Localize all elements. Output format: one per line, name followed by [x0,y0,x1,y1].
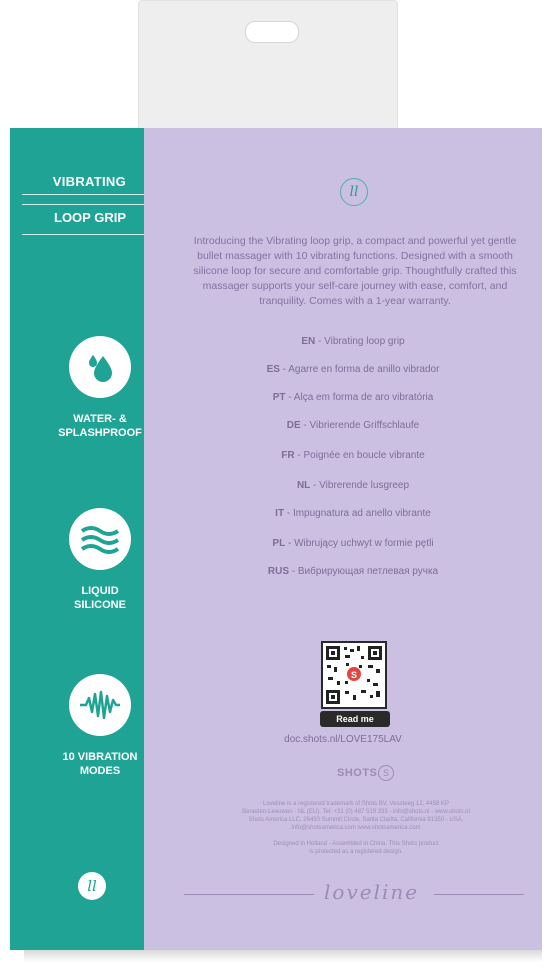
legal-text: Loveline is a registered trademark of Shots BV, Vessteeg 12, 4458 KP [263,801,449,807]
loveline-signature: loveline [324,880,420,904]
legal-text: info@shotsamerica.com www.shotsamerica.com [291,825,421,831]
translation-rus: RUS - Вибрирующая петлевая ручка [267,566,439,577]
translation-nl: NL - Vibrerende lusgreep [296,480,410,491]
feature-label: SILICONE [74,599,126,611]
box-shadow [24,950,542,962]
feature-label: LIQUID [81,585,119,597]
hang-hole [245,21,299,43]
shots-s-icon: S [378,765,394,781]
front-panel [144,128,542,950]
waves-icon [69,508,131,570]
vibration-wave-icon [69,674,131,736]
translation-en: EN - Vibrating loop grip [301,336,405,347]
signature-line [184,894,314,895]
feature-vibration [50,674,150,778]
svg-text:S: S [350,670,358,680]
signature-line [434,894,524,895]
shots-logo: SHOTS [337,767,378,779]
divider [22,204,144,205]
side-panel [10,128,144,950]
feature-label: SPLASHPROOF [58,427,142,439]
water-drop-icon [69,336,131,398]
product-title-line2: LOOP GRIP [54,210,126,225]
product-description: Introducing the Vibrating loop grip, a compact and powerful yet gentle bullet massager with 10 vibrating functions. Designed with a smooth silicone loop for secure and comfortable grip. Thoughtfully crafted this massager supports your self-care journey with ease, comfort, and tranquility. Comes with a 1-year warranty. [193,235,517,307]
divider [22,234,144,235]
product-title-line1: VIBRATING [52,174,126,189]
feature-label: 10 VIBRATION [62,751,138,763]
translation-fr: FR - Poignée en boucle vibrante [281,450,425,461]
translation-it: IT - Impugnatura ad anello vibrante [275,508,431,519]
brand-logo-icon: ll [340,178,368,206]
translation-de: DE - Vibrierende Griffschlaufe [286,420,420,431]
feature-label: WATER- & [73,413,127,425]
translation-pt: PT - Alça em forma de aro vibratória [272,392,434,403]
feature-waterproof [50,336,150,440]
hang-tab [138,0,398,129]
qr-read-me-badge: Read me [320,711,390,727]
feature-label: MODES [79,765,121,777]
brand-logo-icon: ll [78,872,106,900]
qr-code[interactable] [321,641,387,709]
documentation-url[interactable]: doc.shots.nl/LOVE175LAV [284,734,402,745]
legal-text: is protected as a registered design. [309,849,403,855]
legal-text: Beneden-Leeuwen - NL (EU). Tel: +31 (0) 487 519 333 - info@shots.nl - www.shots.nl [242,809,470,815]
feature-silicone [50,508,150,612]
divider [22,194,144,195]
translation-es: ES - Agarre en forma de anillo vibrador [266,364,440,375]
legal-text: Designed in Holland - Assembled in China. This Shots product [273,841,439,847]
legal-text: Shots America LLC. 26450 Summit Circle, Santa Clarita, California 91350 - USA, [248,817,464,823]
translation-pl: PL - Wibrujący uchwyt w formie pętli [272,538,434,549]
